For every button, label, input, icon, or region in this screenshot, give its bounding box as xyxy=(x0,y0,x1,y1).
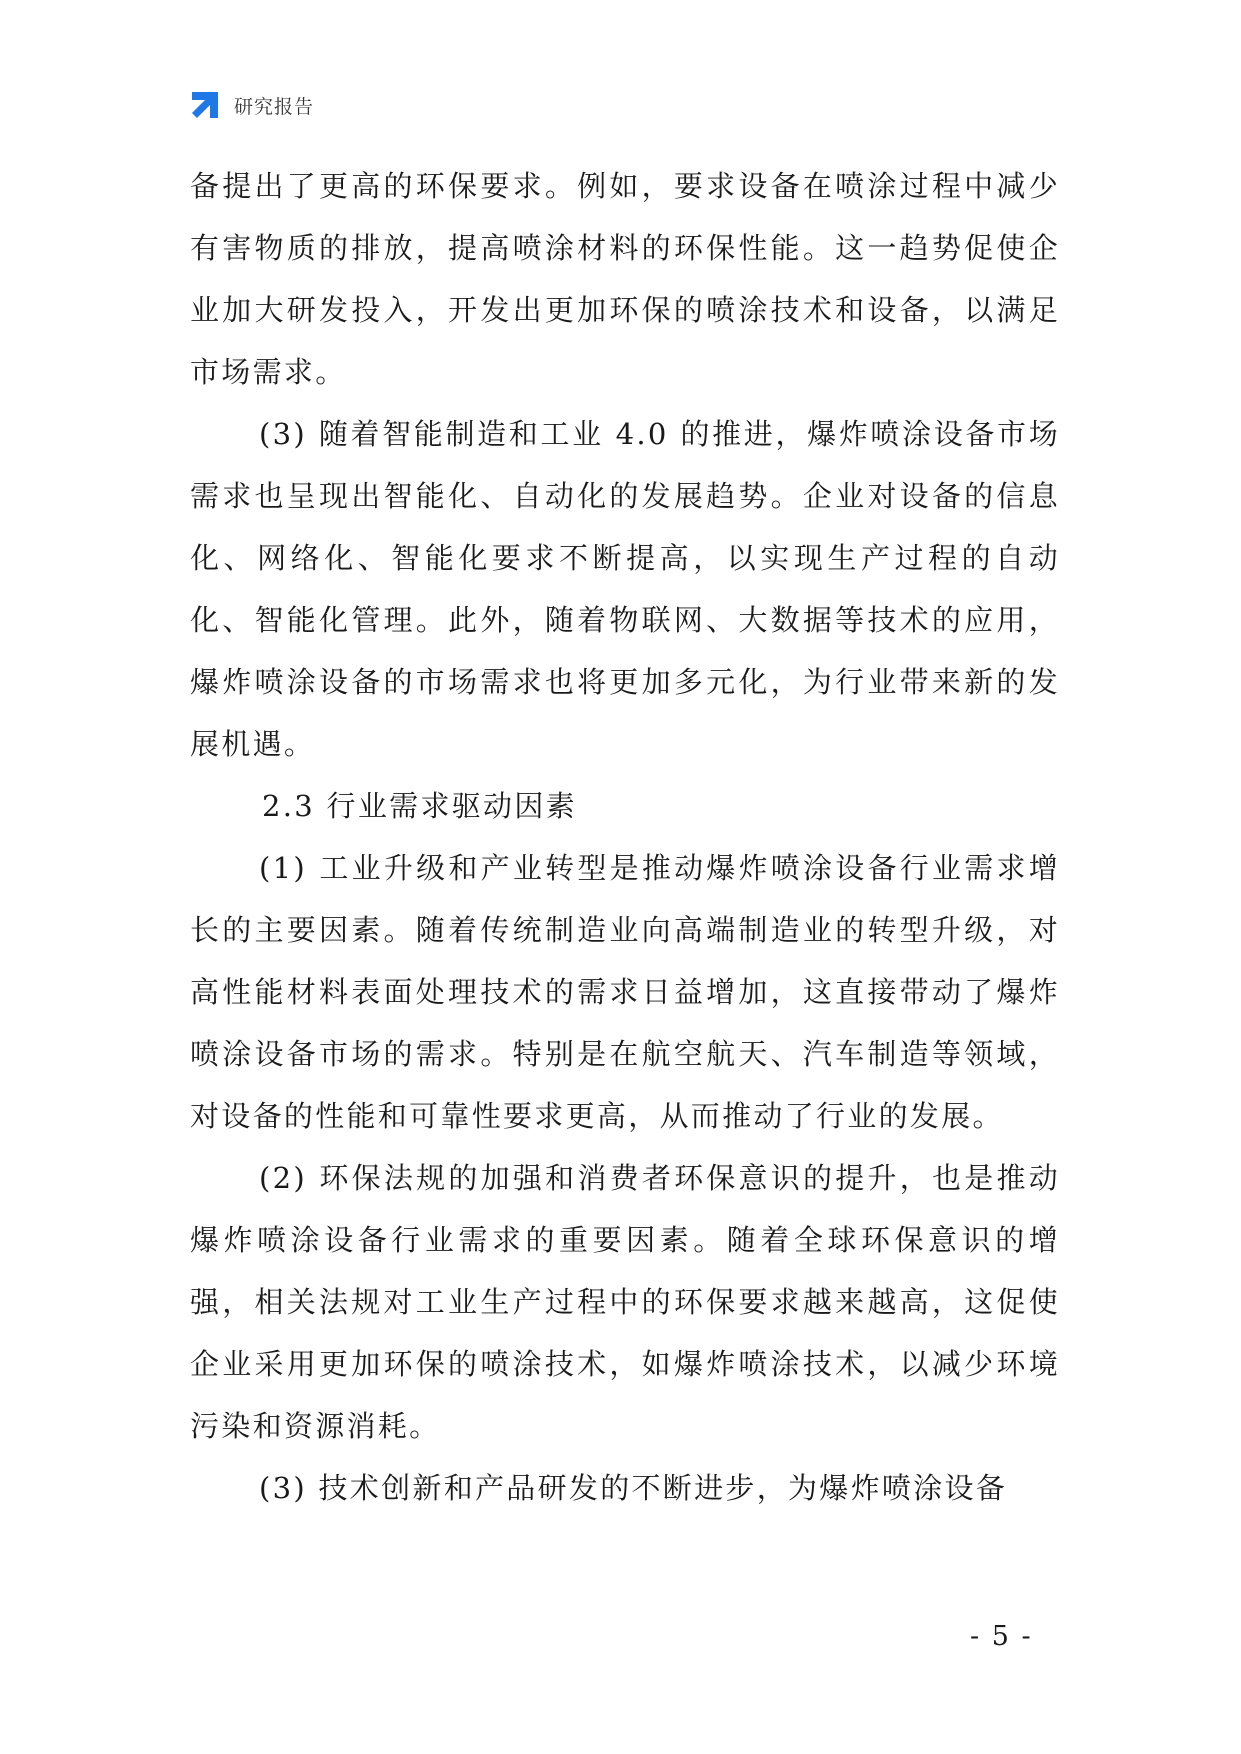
report-header xyxy=(188,88,314,122)
page-number: - 5 - xyxy=(970,1621,1033,1652)
paragraph-item-2-environmental: (2) 环保法规的加强和消费者环保意识的提升，也是推动爆炸喷涂设备行业需求的重要因素。随着全球环保意识的增强，相关法规对工业生产过程中的环保要求越来越高，这促使企业采用更加环保的喷涂技术，如爆炸喷涂技术，以减少环境污染和资源消耗。 xyxy=(190,1161,1060,1443)
header-title: 研究报告 xyxy=(234,95,315,118)
document-body xyxy=(190,155,1060,1519)
section-heading: 2.3 行业需求驱动因素 xyxy=(262,789,577,823)
arrow-up-right-icon xyxy=(188,88,222,122)
paragraph-item-3-innovation: (3) 技术创新和产品研发的不断进步，为爆炸喷涂设备 xyxy=(259,1471,1008,1505)
paragraph-continuation: 备提出了更高的环保要求。例如，要求设备在喷涂过程中减少有害物质的排放，提高喷涂材料的环保性能。这一趋势促使企业加大研发投入，开发出更加环保的喷涂技术和设备，以满足市场需求。 xyxy=(190,169,1060,389)
paragraph-item-1-industrial-upgrade: (1) 工业升级和产业转型是推动爆炸喷涂设备行业需求增长的主要因素。随着传统制造业向高端制造业的转型升级，对高性能材料表面处理技术的需求日益增加，这直接带动了爆炸喷涂设备市场的需求。特别是在航空航天、汽车制造等领域，对设备的性能和可靠性要求更高，从而推动了行业的发展。 xyxy=(190,851,1060,1133)
paragraph-item-3-intelligent: (3) 随着智能制造和工业 4.0 的推进，爆炸喷涂设备市场需求也呈现出智能化、自动化的发展趋势。企业对设备的信息化、网络化、智能化要求不断提高，以实现生产过程的自动化、智能化管理。此外，随着物联网、大数据等技术的应用，爆炸喷涂设备的市场需求也将更加多元化，为行业带来新的发展机遇。 xyxy=(190,417,1060,761)
